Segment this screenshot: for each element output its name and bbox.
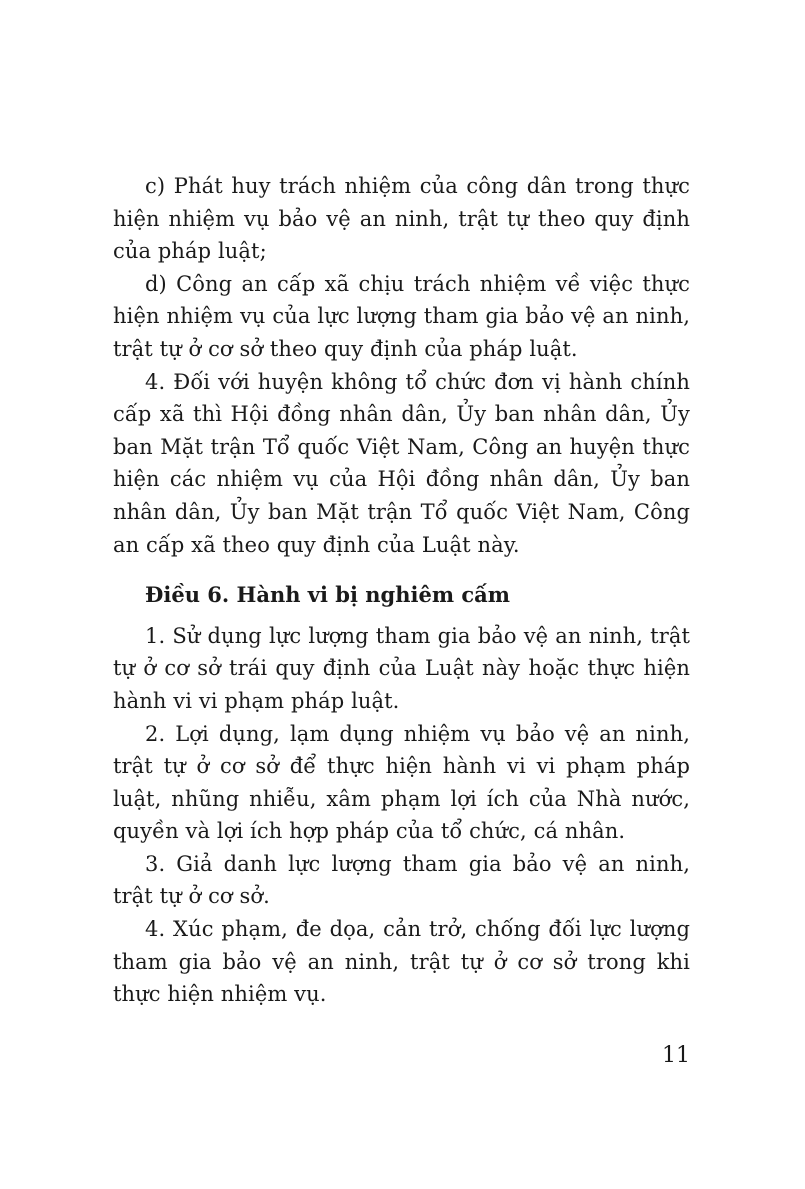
article-clause-1: 1. Sử dụng lực lượng tham gia bảo vệ an ninh, trật tự ở cơ sở trái quy định của Luật này hoặc thực hiện hành vi vi phạm pháp luật. (113, 623, 690, 713)
page-number: 11 (662, 1043, 690, 1068)
document-page (113, 170, 690, 1011)
article-clause-4: 4. Xúc phạm, đe dọa, cản trở, chống đối lực lượng tham gia bảo vệ an ninh, trật tự ở cơ sở trong khi thực hiện nhiệm vụ. (113, 917, 690, 1007)
article-clause-3: 3. Giả danh lực lượng tham gia bảo vệ an ninh, trật tự ở cơ sở. (113, 851, 690, 909)
article-clause-2: 2. Lợi dụng, lạm dụng nhiệm vụ bảo vệ an ninh, trật tự ở cơ sở để thực hiện hành vi vi phạm pháp luật, nhũng nhiễu, xâm phạm lợi ích của Nhà nước, quyền và lợi ích hợp pháp của tổ chức, cá nhân. (113, 721, 690, 844)
article-heading: Điều 6. Hành vi bị nghiêm cấm (145, 582, 510, 608)
paragraph-4: 4. Đối với huyện không tổ chức đơn vị hành chính cấp xã thì Hội đồng nhân dân, Ủy ban nhân dân, Ủy ban Mặt trận Tổ quốc Việt Nam, Công an huyện thực hiện các nhiệm vụ của Hội đồng nhân dân, Ủy ban nhân dân, Ủy ban Mặt trận Tổ quốc Việt Nam, Công an cấp xã theo quy định của Luật này. (113, 369, 690, 557)
paragraph-d: d) Công an cấp xã chịu trách nhiệm về việc thực hiện nhiệm vụ của lực lượng tham gia bảo vệ an ninh, trật tự ở cơ sở theo quy định của pháp luật. (113, 271, 690, 361)
paragraph-c: c) Phát huy trách nhiệm của công dân trong thực hiện nhiệm vụ bảo vệ an ninh, trật tự theo quy định của pháp luật; (113, 174, 690, 264)
